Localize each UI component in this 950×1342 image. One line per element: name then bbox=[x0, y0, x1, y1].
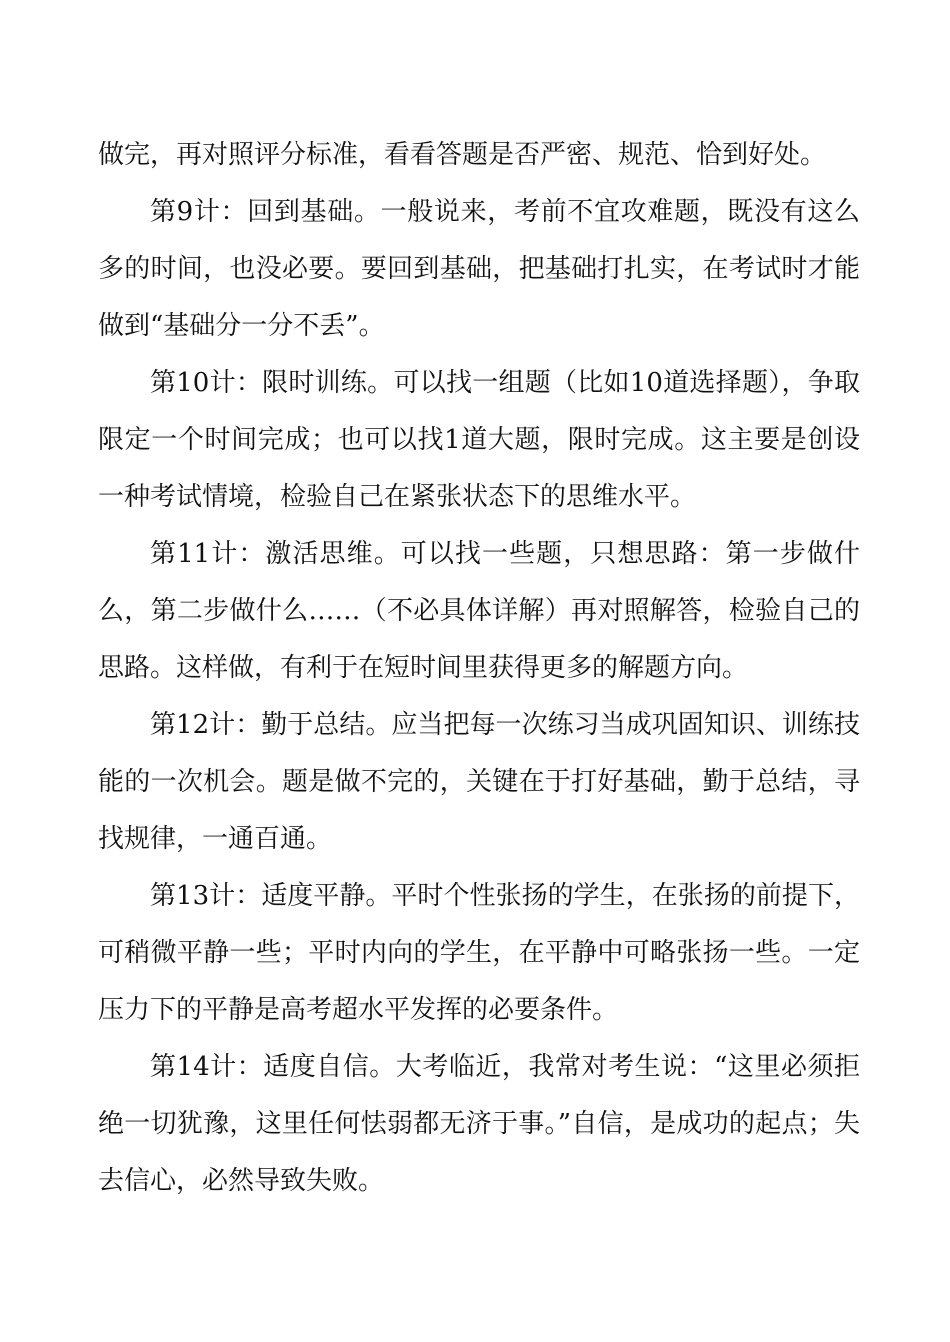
paragraph-tip-13: 第13计：适度平静。平时个性张扬的学生，在张扬的前提下，可稍微平静一些；平时内向的学生，在平静中可略张扬一些。一定压力下的平静是高考超水平发挥的必要条件。 bbox=[98, 881, 860, 1025]
paragraph-tip-11: 第11计：激活思维。可以找一些题，只想思路：第一步做什么，第二步做什么……（不必具体详解）再对照解答，检验自己的思路。这样做，有利于在短时间里获得更多的解题方向。 bbox=[98, 539, 860, 683]
paragraph-continuation: 做完，再对照评分标准，看看答题是否严密、规范、恰到好处。 bbox=[98, 140, 827, 170]
document-body bbox=[98, 127, 860, 1210]
paragraph-tip-12: 第12计：勤于总结。应当把每一次练习当成巩固知识、训练技能的一次机会。题是做不完的，关键在于打好基础，勤于总结，寻找规律，一通百通。 bbox=[98, 710, 860, 854]
paragraph-tip-14: 第14计：适度自信。大考临近，我常对考生说：“这里必须拒绝一切犹豫，这里任何怯弱都无济于事。”自信，是成功的起点；失去信心，必然导致失败。 bbox=[98, 1052, 860, 1196]
paragraph-tip-9: 第9计：回到基础。一般说来，考前不宜攻难题，既没有这么多的时间，也没必要。要回到基础，把基础打扎实，在考试时才能做到“基础分一分不丢”。 bbox=[98, 197, 860, 341]
paragraph-tip-10: 第10计：限时训练。可以找一组题（比如10道选择题），争取限定一个时间完成；也可以找1道大题，限时完成。这主要是创设一种考试情境，检验自己在紧张状态下的思维水平。 bbox=[98, 368, 860, 512]
